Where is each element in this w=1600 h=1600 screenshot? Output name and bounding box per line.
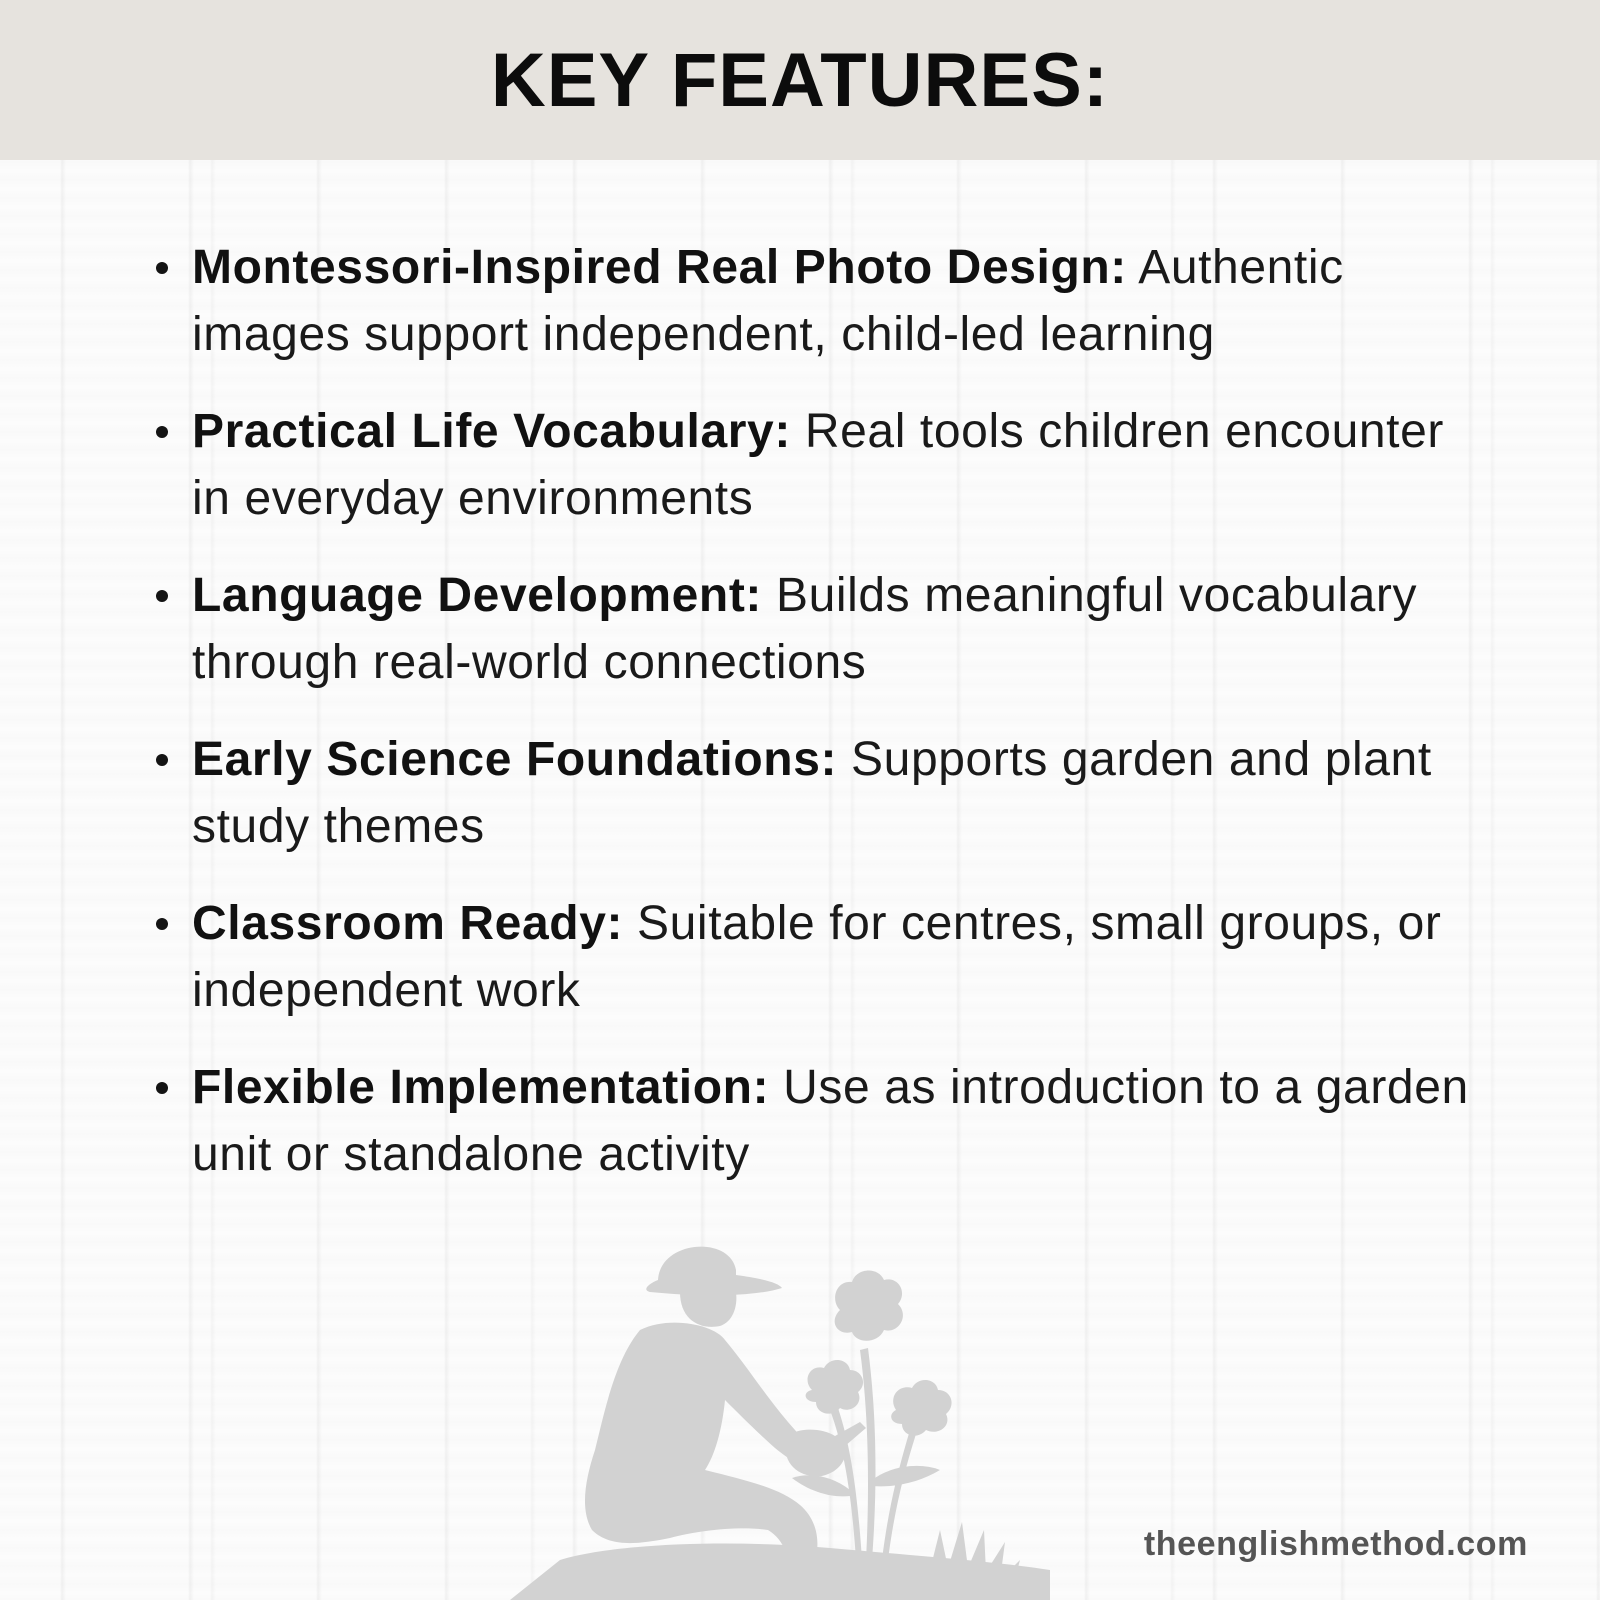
feature-item xyxy=(150,398,1480,532)
feature-description: Supports garden and plant study themes xyxy=(192,733,1432,853)
feature-item xyxy=(150,562,1480,696)
bullet-icon xyxy=(156,918,168,930)
feature-heading: Practical Life Vocabulary: xyxy=(192,405,791,458)
feature-heading: Montessori-Inspired Real Photo Design: xyxy=(192,241,1127,294)
feature-description: Use as introduction to a garden unit or standalone activity xyxy=(192,1061,1469,1181)
feature-item xyxy=(150,1054,1480,1188)
bullet-icon xyxy=(156,1082,168,1094)
feature-description: Real tools children encounter in everyday environments xyxy=(192,405,1444,525)
bullet-icon xyxy=(156,754,168,766)
website-url: theenglishmethod.com xyxy=(1143,1525,1528,1563)
title-banner xyxy=(0,0,1600,160)
feature-heading: Flexible Implementation: xyxy=(192,1061,770,1114)
feature-description: Authentic images support independent, child-led learning xyxy=(192,241,1344,361)
feature-heading: Early Science Foundations: xyxy=(192,733,838,786)
feature-item xyxy=(150,234,1480,368)
bullet-icon xyxy=(156,590,168,602)
feature-heading: Classroom Ready: xyxy=(192,897,624,950)
page-title: KEY FEATURES: xyxy=(490,38,1110,123)
feature-item xyxy=(150,890,1480,1024)
feature-description: Builds meaningful vocabulary through real-world connections xyxy=(192,569,1418,689)
feature-heading: Language Development: xyxy=(192,569,763,622)
bullet-icon xyxy=(156,426,168,438)
gardener-silhouette-icon xyxy=(500,1230,1100,1600)
bullet-icon xyxy=(156,262,168,274)
features-list xyxy=(150,234,1480,1218)
feature-description: Suitable for centres, small groups, or independent work xyxy=(192,897,1442,1017)
feature-item xyxy=(150,726,1480,860)
